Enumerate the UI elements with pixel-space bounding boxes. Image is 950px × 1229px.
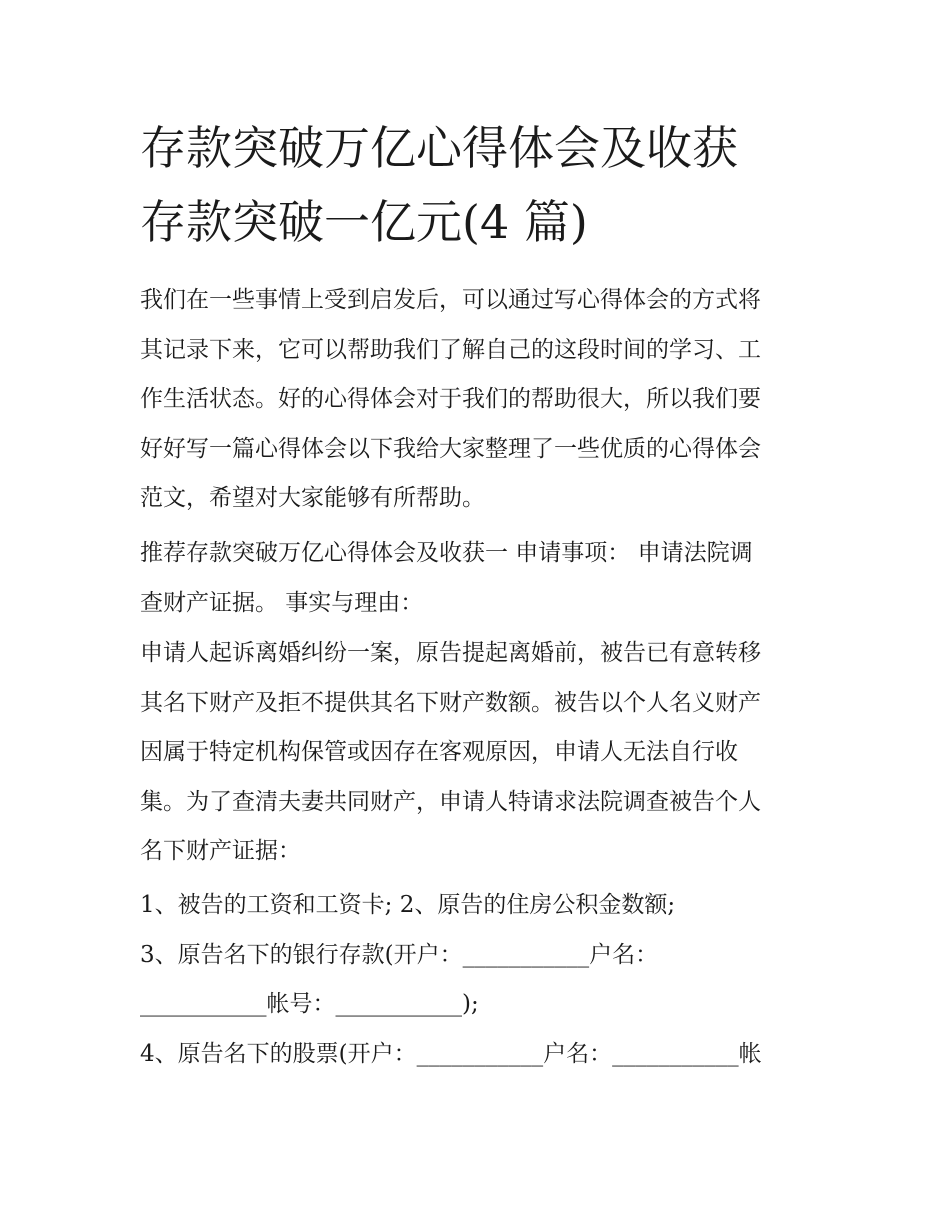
recommend-line-1: 推荐存款突破万亿心得体会及收获一 申请事项： 申请法院调: [140, 540, 753, 566]
facts-line-1: 申请人起诉离婚纠纷一案，原告提起离婚前，被告已有意转移: [140, 640, 761, 666]
facts-line-3: 因属于特定机构保管或因存在客观原因，申请人无法自行收: [140, 739, 738, 765]
intro-line-4: 好好写一篇心得体会以下我给大家整理了一些优质的心得体会: [140, 435, 761, 462]
recommend-paragraph: [140, 529, 820, 628]
intro-paragraph: [140, 276, 820, 524]
evidence-list: [140, 881, 820, 1079]
facts-line-5: 名下财产证据：: [140, 838, 301, 864]
document-title-line-1: 存款突破万亿心得体会及收获: [140, 121, 738, 175]
intro-line-5: 范文，希望对大家能够有所帮助。: [140, 485, 485, 511]
list-item-1: 1、被告的工资和工资卡; 2、原告的住房公积金数额;: [140, 892, 676, 918]
facts-line-4: 集。为了查清夫妻共同财产，申请人特请求法院调查被告个人: [140, 788, 761, 815]
list-item-3: 4、原告名下的股票(开户：___________户名：___________帐: [140, 1040, 762, 1067]
recommend-line-2: 查财产证据。 事实与理由：: [140, 589, 424, 616]
intro-line-3: 作生活状态。好的心得体会对于我们的帮助很大，所以我们要: [140, 386, 761, 412]
list-item-2: 3、原告名下的银行存款(开户：___________户名：: [140, 941, 659, 968]
intro-line-2: 其记录下来，它可以帮助我们了解自己的这段时间的学习、工: [140, 336, 761, 363]
facts-paragraph: [140, 629, 820, 877]
list-item-2-continued: ___________帐号：___________);: [140, 991, 479, 1017]
intro-line-1: 我们在一些事情上受到启发后，可以通过写心得体会的方式将: [140, 287, 761, 313]
facts-line-2: 其名下财产及拒不提供其名下财产数额。被告以个人名义财产: [140, 689, 761, 716]
document-title-line-2: 存款突破一亿元(4 篇): [140, 195, 588, 249]
